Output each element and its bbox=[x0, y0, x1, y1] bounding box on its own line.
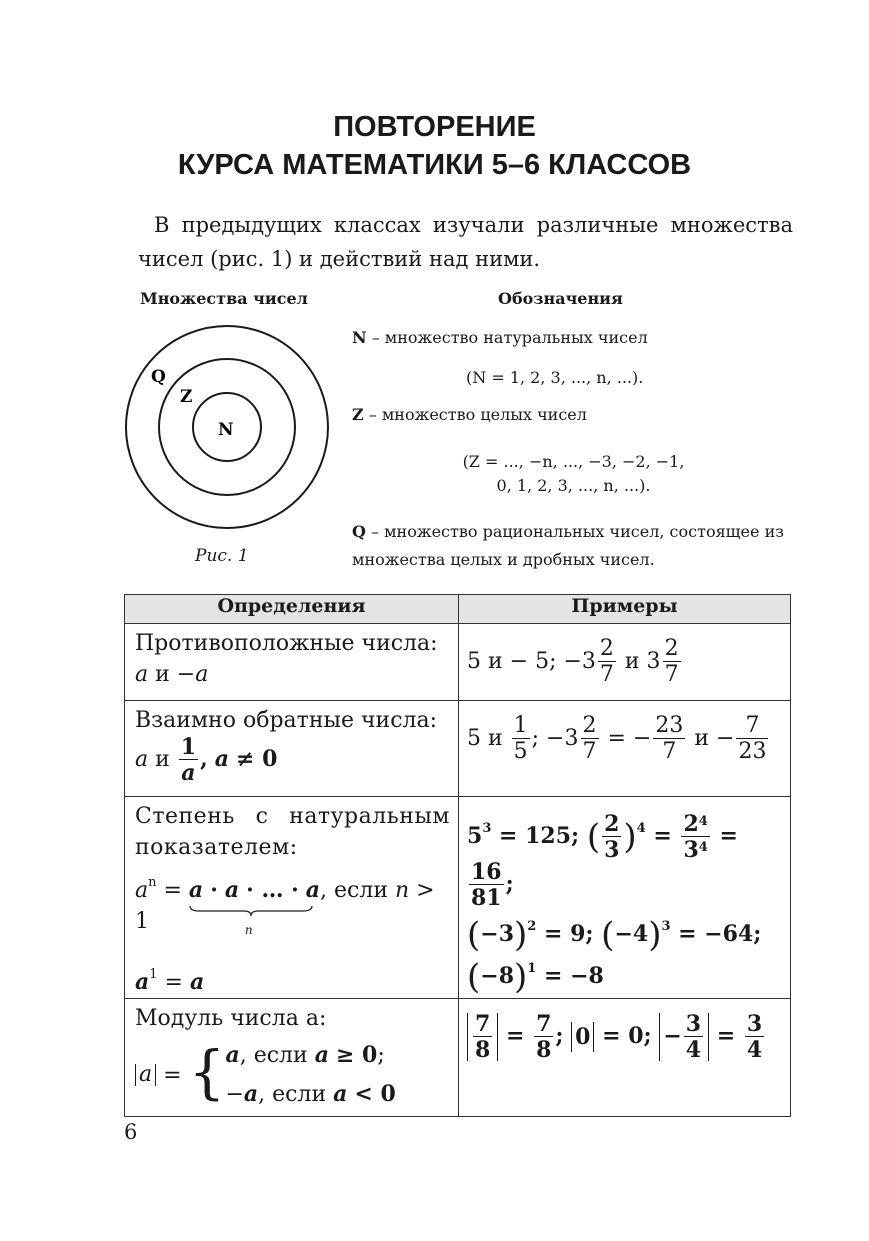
notation-z-set bbox=[446, 450, 701, 498]
label-z: Z bbox=[180, 387, 193, 407]
intro-paragraph: В предыдущих классах изучали различные множества чисел (рис. 1) и действий над ними. bbox=[138, 213, 793, 271]
definition-cell bbox=[125, 701, 459, 797]
definition-formula: a и $\frac{1}{a}$ , a ≠ 0 bbox=[135, 734, 278, 786]
table-row bbox=[125, 624, 791, 701]
notation-n-set: (N = 1, 2, 3, ..., n, ...). bbox=[466, 368, 644, 387]
example-formula: 5 и $\frac{1}{5}$ ; −3 $\frac{2}{7}$ = − $\frac{23}{7}$ и − $\frac{7}{23}$ bbox=[467, 713, 767, 764]
page-number: 6 bbox=[124, 1120, 138, 1144]
definition-cell bbox=[125, 999, 459, 1117]
example-formula-2: $(-3)^2 = 9$; $(-4)^3 = -64$; bbox=[467, 915, 762, 955]
definitions-table bbox=[124, 594, 791, 1117]
definition-cell bbox=[125, 624, 459, 701]
example-cell bbox=[459, 797, 791, 999]
example-cell bbox=[459, 624, 791, 701]
n-text: – множество натуральных чисел bbox=[366, 328, 648, 347]
notation-z bbox=[352, 403, 587, 427]
table-header-row bbox=[125, 595, 791, 624]
definition-title: Противоположные числа: bbox=[135, 631, 438, 656]
label-n: N bbox=[218, 420, 234, 440]
page-title bbox=[0, 108, 869, 184]
q-text: – множество рациональных чисел, состоящее из множества целых и дробных чисел. bbox=[352, 522, 784, 569]
table-row bbox=[125, 999, 791, 1117]
definition-formula: a = { a, если a ≥ 0; −a, если a < 0 bbox=[135, 1036, 450, 1114]
definition-formula: $a^n = a \cdot a$ · … · a n , если n > 1 bbox=[135, 875, 435, 937]
example-formula: $\frac{7}{8}$ = $\frac{7}{8}$ ; 0 = 0; − $\frac{3}{4}$ = $\frac{3}{4}$ bbox=[467, 1007, 784, 1061]
example-formula-3: $(-8)^1 = -8$ bbox=[467, 957, 604, 997]
table-row bbox=[125, 701, 791, 797]
notation-header: Обозначения bbox=[498, 289, 623, 308]
column-header-definitions: Определения bbox=[125, 595, 459, 624]
example-formula: $5^3 = 125$; ( $\frac{2}{3}$ )$^4$ = $\frac{2^4}{3^4}$ = $\frac{16}{81}$ ; bbox=[467, 811, 738, 911]
figure-caption: Рис. 1 bbox=[195, 546, 249, 566]
z-set-line-2: 0, 1, 2, 3, ..., n, ...). bbox=[496, 476, 651, 495]
definition-title: Взаимно обратные числа: bbox=[135, 708, 438, 733]
notation-q bbox=[352, 518, 792, 574]
example-cell bbox=[459, 999, 791, 1117]
label-q: Q bbox=[151, 367, 166, 387]
title-line-1: ПОВТОРЕНИЕ bbox=[333, 111, 536, 143]
column-header-examples: Примеры bbox=[459, 595, 791, 624]
definition-formula: a и −a bbox=[135, 662, 209, 687]
z-set-line-1: (Z = ..., −n, ..., −3, −2, −1, bbox=[462, 452, 685, 471]
notation-n bbox=[352, 326, 648, 350]
number-sets-diagram bbox=[122, 322, 332, 532]
q-symbol: Q bbox=[352, 522, 366, 541]
figure-header: Множества чисел bbox=[140, 289, 308, 308]
z-symbol: Z bbox=[352, 405, 364, 424]
table-row bbox=[125, 797, 791, 999]
definition-cell bbox=[125, 797, 459, 999]
definition-title: Степень с натуральным показателем: bbox=[135, 804, 450, 860]
definition-title: Модуль числа a: bbox=[135, 1006, 327, 1031]
example-formula: 5 и − 5; −3 $\frac{2}{7}$ и 3 $\frac{2}{7}$ bbox=[467, 636, 679, 687]
example-cell bbox=[459, 701, 791, 797]
z-text: – множество целых чисел bbox=[363, 405, 587, 424]
n-symbol: N bbox=[352, 328, 367, 347]
definition-formula-2: $a^1 = a$ bbox=[135, 967, 205, 995]
title-line-2: КУРСА МАТЕМАТИКИ 5–6 КЛАССОВ bbox=[177, 149, 692, 181]
